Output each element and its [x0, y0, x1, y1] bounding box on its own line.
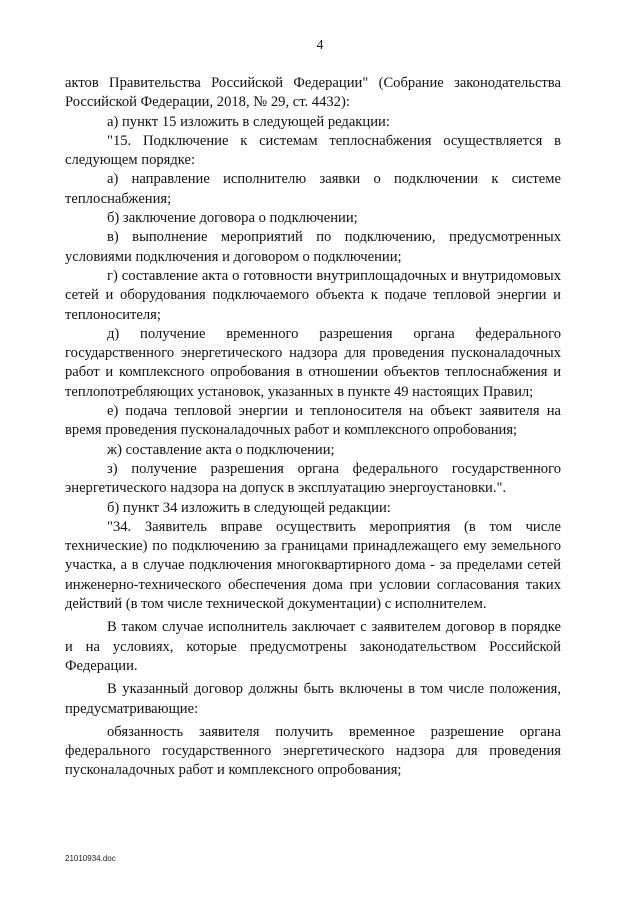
document-filename: 21010934.doc — [65, 854, 116, 863]
paragraph-provisions: В указанный договор должны быть включены в том числе положения, предусматривающие: — [65, 681, 561, 717]
paragraph-sub-z: з) получение разрешения органа федерального государственного энергетического надзора на допуск в эксплуатацию энергоустановки.". — [65, 460, 561, 497]
paragraph-item-b: б) пункт 34 изложить в следующей редакции: — [107, 499, 391, 516]
paragraph-intro: актов Правительства Российской Федерации" (Собрание законодательства Российской Федерации, 2018, № 29, ст. 4432): — [65, 75, 561, 111]
paragraph-sub-d: д) получение временного разрешения органа федерального государственного энергетического надзора для проведения пусконаладочных работ и комплексного опробования в отношении объектов теплоснабжения и теплопотребляющих установок, указанных в пункте 49 настоящих Правил; — [65, 325, 561, 400]
paragraph-clause-34: "34. Заявитель вправе осуществить мероприятия (в том числе технические) по подключению за границами принадлежащего ему земельного участка, а в случае подключения многоквартирного дома - за пределами сетей инженерно-технического обеспечения дома при условии согласования таких действий (в том числе технической документации) с исполнителем. — [65, 518, 561, 613]
page-number: 4 — [316, 37, 324, 52]
paragraph-sub-g: г) составление акта о готовности внутриплощадочных и внутридомовых сетей и оборудования подключаемого объекта к подаче тепловой энергии и теплоносителя; — [65, 267, 561, 323]
paragraph-clause-15: "15. Подключение к системам теплоснабжения осуществляется в следующем порядке: — [65, 132, 561, 169]
paragraph-obligation: обязанность заявителя получить временное разрешение органа федерального государственного энергетического надзора для проведения пусконаладочных работ и комплексного опробования; — [65, 723, 561, 779]
paragraph-sub-b: б) заключение договора о подключении; — [107, 210, 358, 227]
paragraph-item-a: а) пункт 15 изложить в следующей редакции: — [107, 113, 390, 130]
paragraph-sub-zh: ж) составление акта о подключении; — [107, 441, 335, 458]
paragraph-sub-v: в) выполнение мероприятий по подключению, предусмотренных условиями подключения и договором о подключении; — [65, 229, 561, 265]
paragraph-contract: В таком случае исполнитель заключает с заявителем договор в порядке и на условиях, которые предусмотрены законодательством Российской Федерации. — [65, 619, 561, 674]
document-body — [65, 74, 561, 781]
paragraph-sub-e: е) подача тепловой энергии и теплоносителя на объект заявителя на время проведения пусконаладочных работ и комплексного опробования; — [65, 403, 561, 439]
paragraph-sub-a: а) направление исполнителю заявки о подключении к системе теплоснабжения; — [65, 171, 561, 207]
